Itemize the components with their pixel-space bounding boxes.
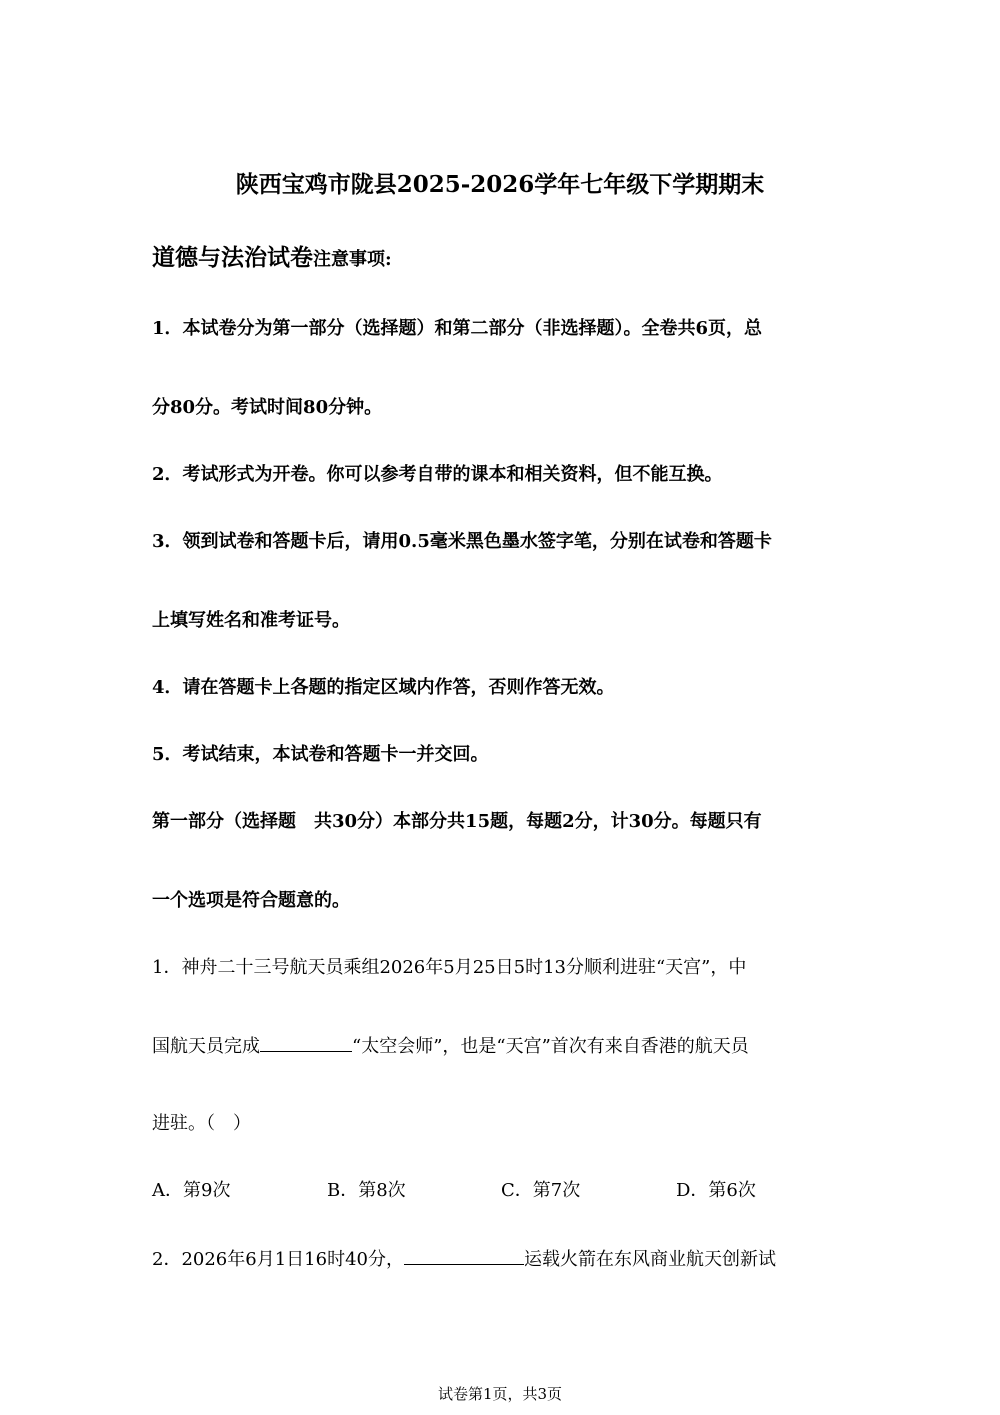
note-3-line2: 上填写姓名和准考证号。 [152, 610, 350, 631]
answer-blank [260, 1033, 352, 1052]
note-5: 5．考试结束，本试卷和答题卡一并交回。 [152, 744, 489, 765]
notice-heading: 注意事项: [313, 249, 392, 270]
note-2: 2．考试形式为开卷。你可以参考自带的课本和相关资料，但不能互换。 [152, 464, 723, 485]
question-2-line1 [152, 1246, 852, 1272]
question-2-text-before-blank: 2．2026年6月1日16时40分， [152, 1249, 404, 1270]
question-1-line3: 进驻。（ ） [152, 1113, 251, 1134]
note-1-line2: 分80分。考试时间80分钟。 [152, 397, 383, 418]
option-b: B．第8次 [327, 1180, 406, 1201]
question-2-text-after-blank: 运载火箭在东风商业航天创新试 [523, 1249, 776, 1270]
exam-title-line1: 陕西宝鸡市陇县2025-2026学年七年级下学期期末 [235, 171, 765, 198]
question-1-line2 [152, 1033, 852, 1059]
note-3-line1: 3．领到试卷和答题卡后，请用0.5毫米黑色墨水签字笔，分别在试卷和答题卡 [152, 531, 772, 552]
option-a: A．第9次 [152, 1180, 231, 1201]
answer-blank [404, 1246, 524, 1265]
question-1-text-after-blank: “太空会师”，也是“天宫”首次有来自香港的航天员 [352, 1036, 749, 1057]
option-d: D．第6次 [676, 1180, 756, 1201]
note-1-line1: 1．本试卷分为第一部分（选择题）和第二部分（非选择题）。全卷共6页，总 [152, 318, 763, 339]
section-instruction-line1: 第一部分（选择题 共30分）本部分共15题，每题2分，计30分。每题只有 [152, 811, 762, 832]
page-footer: 试卷第1页，共3页 [437, 1385, 563, 1403]
option-c: C．第7次 [501, 1180, 581, 1201]
question-1-text-before-blank: 国航天员完成 [152, 1036, 260, 1057]
question-1-line1: 1．神舟二十三号航天员乘组2026年5月25日5时13分顺利进驻“天宫”，中 [152, 957, 747, 978]
subject-title: 道德与法治试卷 [152, 244, 313, 271]
note-4: 4．请在答题卡上各题的指定区域内作答，否则作答无效。 [152, 677, 615, 698]
exam-title-line2 [152, 242, 392, 276]
section-instruction-line2: 一个选项是符合题意的。 [152, 890, 350, 911]
